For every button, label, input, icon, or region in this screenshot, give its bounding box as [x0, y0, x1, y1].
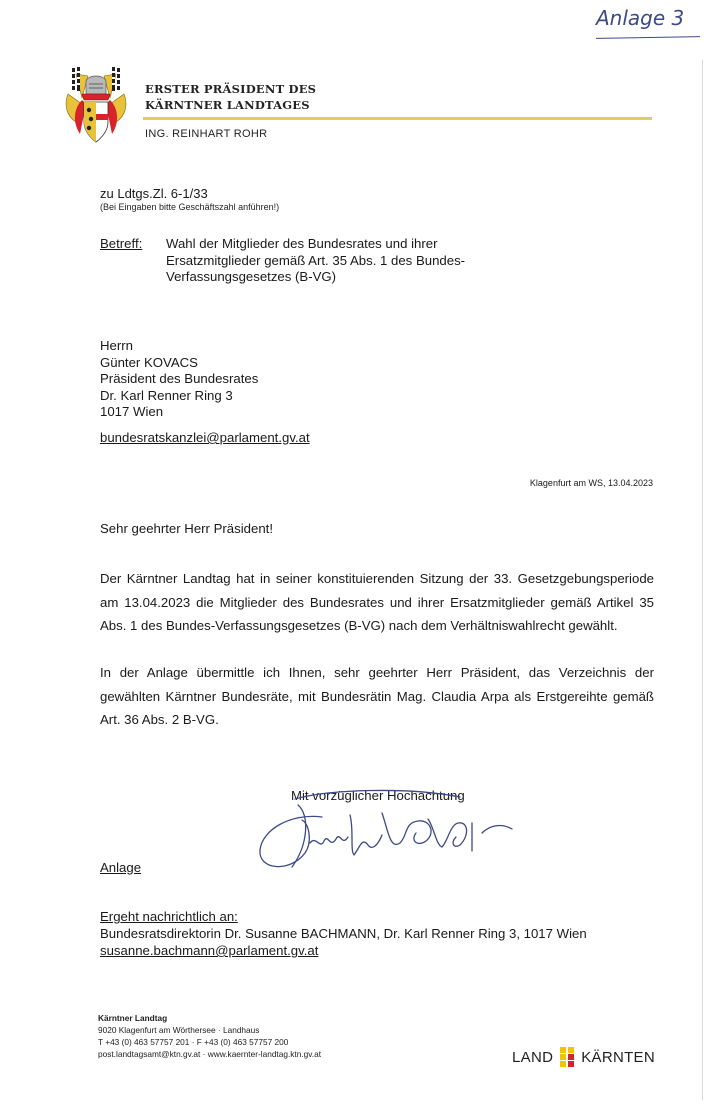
page-edge-line	[702, 60, 703, 1100]
header-rule	[143, 117, 652, 120]
subject-text	[166, 236, 466, 286]
cc-email-link[interactable]: susanne.bachmann@parlament.gv.at	[100, 943, 319, 958]
issuer-title-line1: ERSTER PRÄSIDENT DES	[145, 82, 317, 96]
footer-web: post.landtagsamt@ktn.gv.at · www.kaernter-landtag.ktn.gv.at	[98, 1049, 322, 1059]
subject-line3: Verfassungsgesetzes (B-VG)	[166, 269, 337, 284]
recipient-line1: Herrn	[100, 338, 133, 353]
subject-line1: Wahl der Mitglieder des Bundesrates und ihrer	[166, 236, 438, 251]
handwritten-signature	[250, 775, 525, 880]
recipient-line2: Günter KOVACS	[100, 354, 198, 370]
brand-right: KÄRNTEN	[581, 1048, 655, 1066]
attachment-label: Anlage	[100, 860, 142, 875]
subject-line2: Ersatzmitglieder gemäß Art. 35 Abs. 1 des Bundes-	[166, 252, 466, 268]
reference-note: (Bei Eingaben bitte Geschäftszahl anführen!)	[100, 202, 280, 212]
annotation-text: Anlage 3	[596, 6, 685, 30]
recipient-line5: 1017 Wien	[100, 404, 164, 420]
body-paragraph-2: In der Anlage übermittle ich Ihnen, sehr geehrter Herr Präsident, das Verzeichnis der gewählten Kärntner Bundesräte, mit Bundesrätin Mag. Claudia Arpa als Erstgereihte gemäß Art. 36 Abs. 2 B-VG.	[100, 665, 654, 728]
footer-address: 9020 Klagenfurt am Wörthersee · Landhaus	[98, 1025, 260, 1035]
footer-phone: T +43 (0) 463 57757 201 · F +43 (0) 463 57757 200	[98, 1037, 289, 1047]
salutation: Sehr geehrter Herr Präsident!	[100, 521, 273, 536]
cc-heading: Ergeht nachrichtlich an:	[100, 909, 238, 924]
footer-org: Kärntner Landtag	[98, 1013, 168, 1023]
land-kaernten-mark-icon	[560, 1047, 574, 1067]
handwritten-annotation	[596, 6, 698, 36]
brand-left: LAND	[512, 1048, 554, 1066]
reference-number: zu Ldtgs.Zl. 6-1/33	[100, 186, 208, 201]
carinthia-coat-of-arms-icon	[62, 64, 130, 146]
footer-contact	[98, 1012, 321, 1060]
closing: Mit vorzüglicher Hochachtung	[291, 788, 465, 803]
issuer-title	[145, 81, 316, 113]
recipient-address	[100, 338, 258, 421]
issuer-title-line2: KÄRNTNER LANDTAGES	[145, 98, 310, 112]
brand-logo	[512, 1046, 655, 1068]
annotation-underline	[596, 36, 700, 39]
recipient-line3: Präsident des Bundesrates	[100, 371, 259, 387]
recipient-line4: Dr. Karl Renner Ring 3	[100, 387, 233, 403]
body-paragraph-1: Der Kärntner Landtag hat in seiner konstituierenden Sitzung der 33. Gesetzgebungsperiode am 13.04.2023 die Mitglieder des Bundesrates und ihrer Ersatzmitglieder gemäß Artikel 35 Abs. 1 des Bundes-Verfassungsgesetzes (B-VG) nach dem Verhältniswahlrecht gewählt.	[100, 571, 654, 634]
cc-recipient: Bundesratsdirektorin Dr. Susanne BACHMANN, Dr. Karl Renner Ring 3, 1017 Wien	[100, 926, 587, 941]
recipient-email-link[interactable]: bundesratskanzlei@parlament.gv.at	[100, 430, 310, 445]
issuer-name: ING. REINHART ROHR	[145, 128, 268, 140]
place-date: Klagenfurt am WS, 13.04.2023	[529, 478, 653, 488]
subject-label: Betreff:	[100, 236, 143, 251]
